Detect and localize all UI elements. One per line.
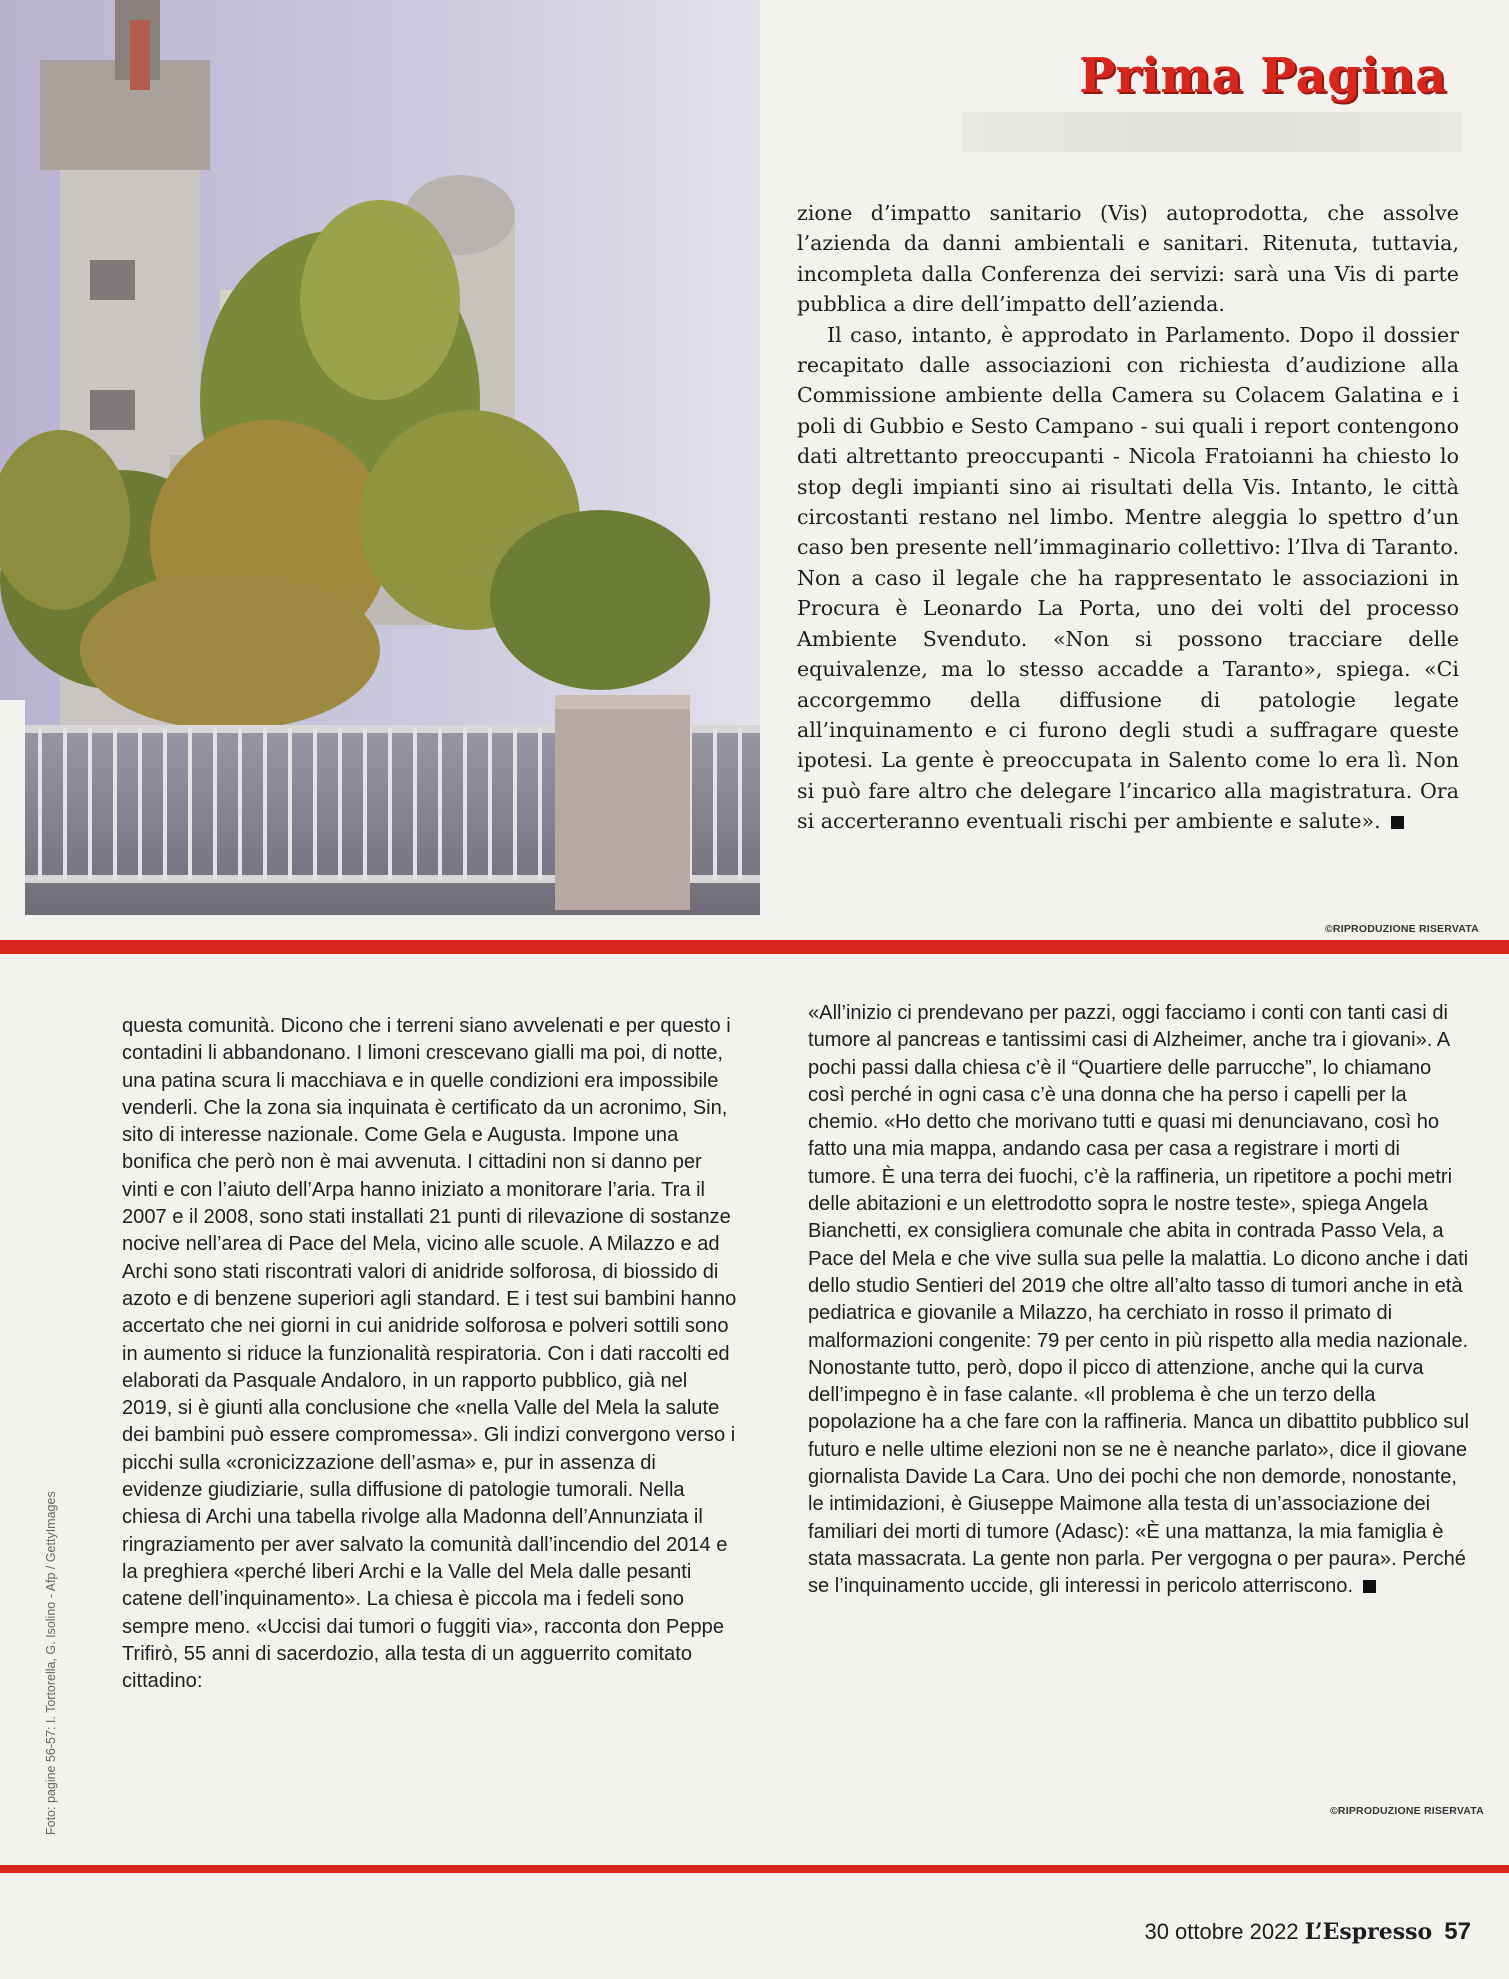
photo-credit: Foto: pagine 56-57: I. Tortorella, G. Isolino - Afp / GettyImages xyxy=(44,1491,58,1835)
divider-bottom xyxy=(0,1865,1509,1873)
column-1-text: questa comunità. Dicono che i terreni siano avvelenati e per questo i contadini li abbandonano. I limoni crescevano gialli ma poi, di notte, una patina scura li macchiava e in quelle condizioni era impossibile venderli. Che la zona sia inquinata è certificato da un acronimo, Sin, sito di interesse nazionale. Come Gela e Augusta. Impone una bonifica che però non è mai avvenuta. I cittadini non si danno per vinti e con l’aiuto dell’Arpa hanno iniziato a monitorare l’aria. Tra il 2007 e il 2008, sono stati installati 21 punti di rilevazione di sostanze nocive nell’area di Pace del Mela, vicino alle scuole. A Milazzo e ad Archi sono stati riscontrati valori di anidride solforosa, di biossido di azoto e di benzene superiori agli standard. E i test sui bambini hanno accertato che nei giorni in cui anidride solforosa e polveri sottili sono in aumento si riduce la funzionalità respiratoria. Con i dati raccolti ed elaborati da Pasquale Andaloro, in un rapporto pubblico, già nel 2019, si è giunti alla conclusione che «nella Valle del Mela la salute dei bambini può essere compromessa». Gli indizi convergono verso i picchi sulla «cronicizzazione dell’asma» e, pur in assenza di evidenze giudiziarie, sulla diffusione di patologie tumorali. Nella chiesa di Archi una tabella rivolge alla Madonna dell’Annunziata il ringraziamento per aver salvato la comunità dall’incendio del 2014 e la preghiera «perché liberi Archi e la Valle del Mela dalle pesanti catene dell’inquinamento». La chiesa è piccola ma i fedeli sono sempre meno. «Uccisi dai tumori o fuggiti via», racconta don Peppe Trifirò, 55 anni di sacerdozio, alla testa di un agguerrito comitato cittadino: xyxy=(122,1015,737,1693)
column-1 xyxy=(122,1013,740,1695)
end-mark-icon xyxy=(1363,1580,1376,1593)
cement-plant-photo xyxy=(0,0,760,915)
header-band xyxy=(962,112,1462,152)
top-paragraph-2 xyxy=(797,320,1459,837)
page-number: 57 xyxy=(1444,1918,1471,1945)
column-2-text: «All’inizio ci prendevano per pazzi, oggi facciamo i conti con tanti casi di tumore al pancreas e tantissimi casi di Alzheimer, anche tra i giovani». A pochi passi dalla chiesa c’è il “Quartiere delle parrucche”, lo chiamano così perché in ogni casa c’è una donna che ha perso i capelli per la chemio. «Ho detto che morivano tutti e quasi mi denunciavano, così ho fatto una mia mappa, andando casa per casa a registrare i morti di tumore. È una terra dei fuochi, c’è la raffineria, un ripetitore a pochi metri delle abitazioni e un elettrodotto sopra le nostre teste», spiega Angela Bianchetti, ex consigliera comunale che abita in contrada Passo Vela, a Pace del Mela e che vive sulla sua pelle la malattia. Lo dicono anche i dati dello studio Sentieri del 2019 che oltre all’alto tasso di tumori anche in età pediatrica e giovanile a Milazzo, ha cerchiato in rosso il primato di malformazioni congenite: 79 per cento in più rispetto alla media nazionale. Nonostante tutto, però, dopo il picco di attenzione, anche qui la curva dell’impegno è in fase calante. «Il problema è che un terzo della popolazione ha a che fare con la raffineria. Manca un dibattito pubblico sul futuro e nelle ultime elezioni non se ne è neanche parlato», dice il giovane giornalista Davide La Cara. Uno dei pochi che non demorde, nonostante, le intimidazioni, è Giuseppe Maimone alla testa di un’associazione dei familiari dei morti di tumore (Adasc): «È una mattanza, la mia famiglia è stata massacrata. La gente non parla. Per vergogna o per paura». Perché se l’inquinamento uccide, gli interessi in pericolo atterriscono. xyxy=(808,1002,1469,1598)
bottom-copyright: ©RIPRODUZIONE RISERVATA xyxy=(1330,1805,1484,1817)
top-paragraph-1: zione d’impatto sanitario (Vis) autoprodotta, che assolve l’azienda da danni ambientali e sanitari. Ritenuta, tuttavia, incompleta dalla Conferenza dei servizi: sarà una Vis di parte pubblica a dire dell’impatto dell’azienda. xyxy=(797,201,1459,317)
end-mark-icon xyxy=(1391,816,1404,829)
section-title: Prima Pagina xyxy=(1079,48,1447,104)
article-photo xyxy=(0,0,760,915)
magazine-name: L’Espresso xyxy=(1304,1919,1433,1945)
column-2-paragraph xyxy=(808,1000,1470,1601)
divider-top xyxy=(0,940,1509,954)
top-copyright: ©RIPRODUZIONE RISERVATA xyxy=(1325,923,1479,935)
top-paragraph-2-text: Il caso, intanto, è approdato in Parlamento. Dopo il dossier recapitato dalle associazioni con richiesta d’audizione alla Commissione ambiente della Camera su Colacem Galatina e i poli di Gubbio e Sesto Campano - sui quali i report contengono dati altrettanto preoccupanti - Nicola Fratoianni ha chiesto lo stop degli impianti sino ai risultati della Vis. Intanto, le città circostanti restano nel limbo. Mentre aleggia lo spettro d’un caso ben presente nell’immaginario collettivo: l’Ilva di Taranto. Non a caso il legale che ha rappresentato le associazioni in Procura è Leonardo La Porta, uno dei volti del processo Ambiente Svenduto. «Non si possono tracciare delle equivalenze, ma lo stesso accadde a Taranto», spiega. «Ci accorgemmo della diffusione di patologie legate all’inquinamento e ci furono degli studi a suffragare queste ipotesi. La gente è preoccupata in Salento come lo era lì. Non si può fare altro che delegare l’incarico alla magistratura. Ora si accerteranno eventuali rischi per ambiente e salute». xyxy=(797,322,1459,834)
top-article-text xyxy=(797,198,1459,837)
issue-date: 30 ottobre 2022 xyxy=(1144,1919,1299,1944)
column-2 xyxy=(808,1000,1470,1601)
page-footer xyxy=(1144,1918,1471,1946)
